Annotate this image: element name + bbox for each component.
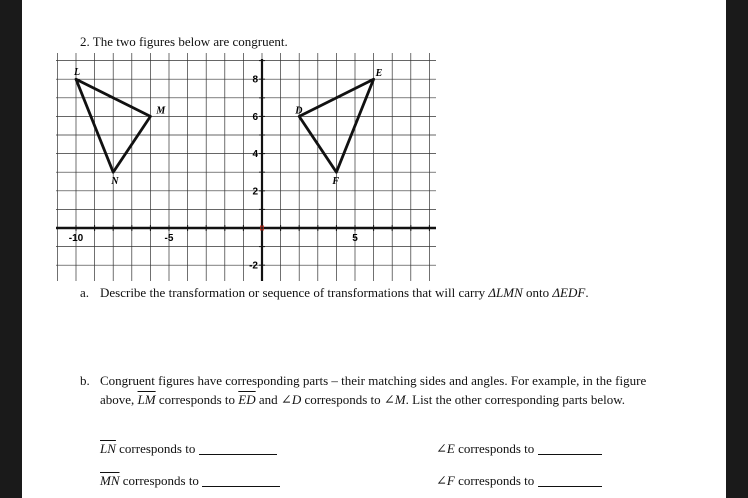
vertex-label-d: D [295, 105, 303, 117]
angle-f: ∠F [436, 473, 455, 488]
question-a-text-mid: onto [522, 285, 553, 300]
question-a-number: a. [80, 285, 90, 300]
x-tick-label: -5 [164, 233, 174, 244]
angle-m: ∠M [383, 392, 406, 407]
vertex-label-n: N [111, 176, 119, 188]
y-tick-label: 4 [252, 149, 258, 161]
vertex-label-m: M [156, 105, 166, 117]
correspondence-ln-text: corresponds to [115, 441, 199, 456]
x-tick-label: 5 [352, 233, 358, 244]
question-b-text-3: and [255, 392, 281, 407]
angle-d: ∠D [280, 392, 302, 407]
segment-ed: $\overline{ED}$ [238, 392, 256, 407]
question-b-number: b. [80, 373, 90, 388]
y-tick-label: 8 [252, 74, 258, 86]
question-b-text-4: corresponds to [301, 392, 384, 407]
answer-blank-f[interactable] [538, 473, 602, 487]
question-a-text-after: . [585, 285, 589, 300]
question-a-text-before: Describe the transformation or sequence of transformations that will carry [100, 285, 489, 300]
answer-blank-mn[interactable] [202, 473, 280, 487]
correspondence-ln [100, 441, 277, 457]
question-b [80, 371, 680, 409]
x-tick-label: -10 [68, 233, 84, 244]
y-tick-label: -2 [249, 260, 258, 272]
correspondence-mn-text: corresponds to [119, 473, 203, 488]
coordinate-grid [56, 53, 436, 281]
segment-mn: $\overline{MN}$ [100, 473, 120, 488]
question-a-triangle-2: ΔEDF [552, 285, 586, 300]
worksheet-page [22, 0, 726, 498]
answer-blank-ln[interactable] [199, 441, 277, 455]
vertex-label-f: F [332, 176, 340, 188]
question-b-text-1: Congruent figures have corresponding parts – their matching sides and angles. For example, in the figure above, [100, 373, 647, 407]
question-a [80, 285, 589, 301]
question-a-triangle-1: ΔLMN [488, 285, 523, 300]
segment-lm: $\overline{LM}$ [137, 392, 156, 407]
vertex-label-l: L [74, 67, 81, 79]
correspondence-e [436, 441, 602, 457]
problem-title: 2. The two figures below are congruent. [80, 34, 288, 49]
correspondence-f [436, 473, 602, 489]
correspondence-f-text: corresponds to [454, 473, 538, 488]
answer-blank-e[interactable] [538, 441, 602, 455]
angle-e: ∠E [436, 441, 455, 456]
correspondence-mn [100, 473, 280, 489]
correspondence-e-text: corresponds to [454, 441, 538, 456]
y-tick-label: 2 [252, 186, 258, 198]
question-b-text-5: . List the other corresponding parts below. [405, 392, 626, 407]
question-b-text-2: corresponds to [155, 392, 239, 407]
segment-ln: $\overline{LN}$ [100, 441, 116, 456]
y-tick-label: 6 [252, 111, 258, 123]
question-b-text [100, 371, 680, 409]
vertex-label-e: E [375, 68, 383, 80]
